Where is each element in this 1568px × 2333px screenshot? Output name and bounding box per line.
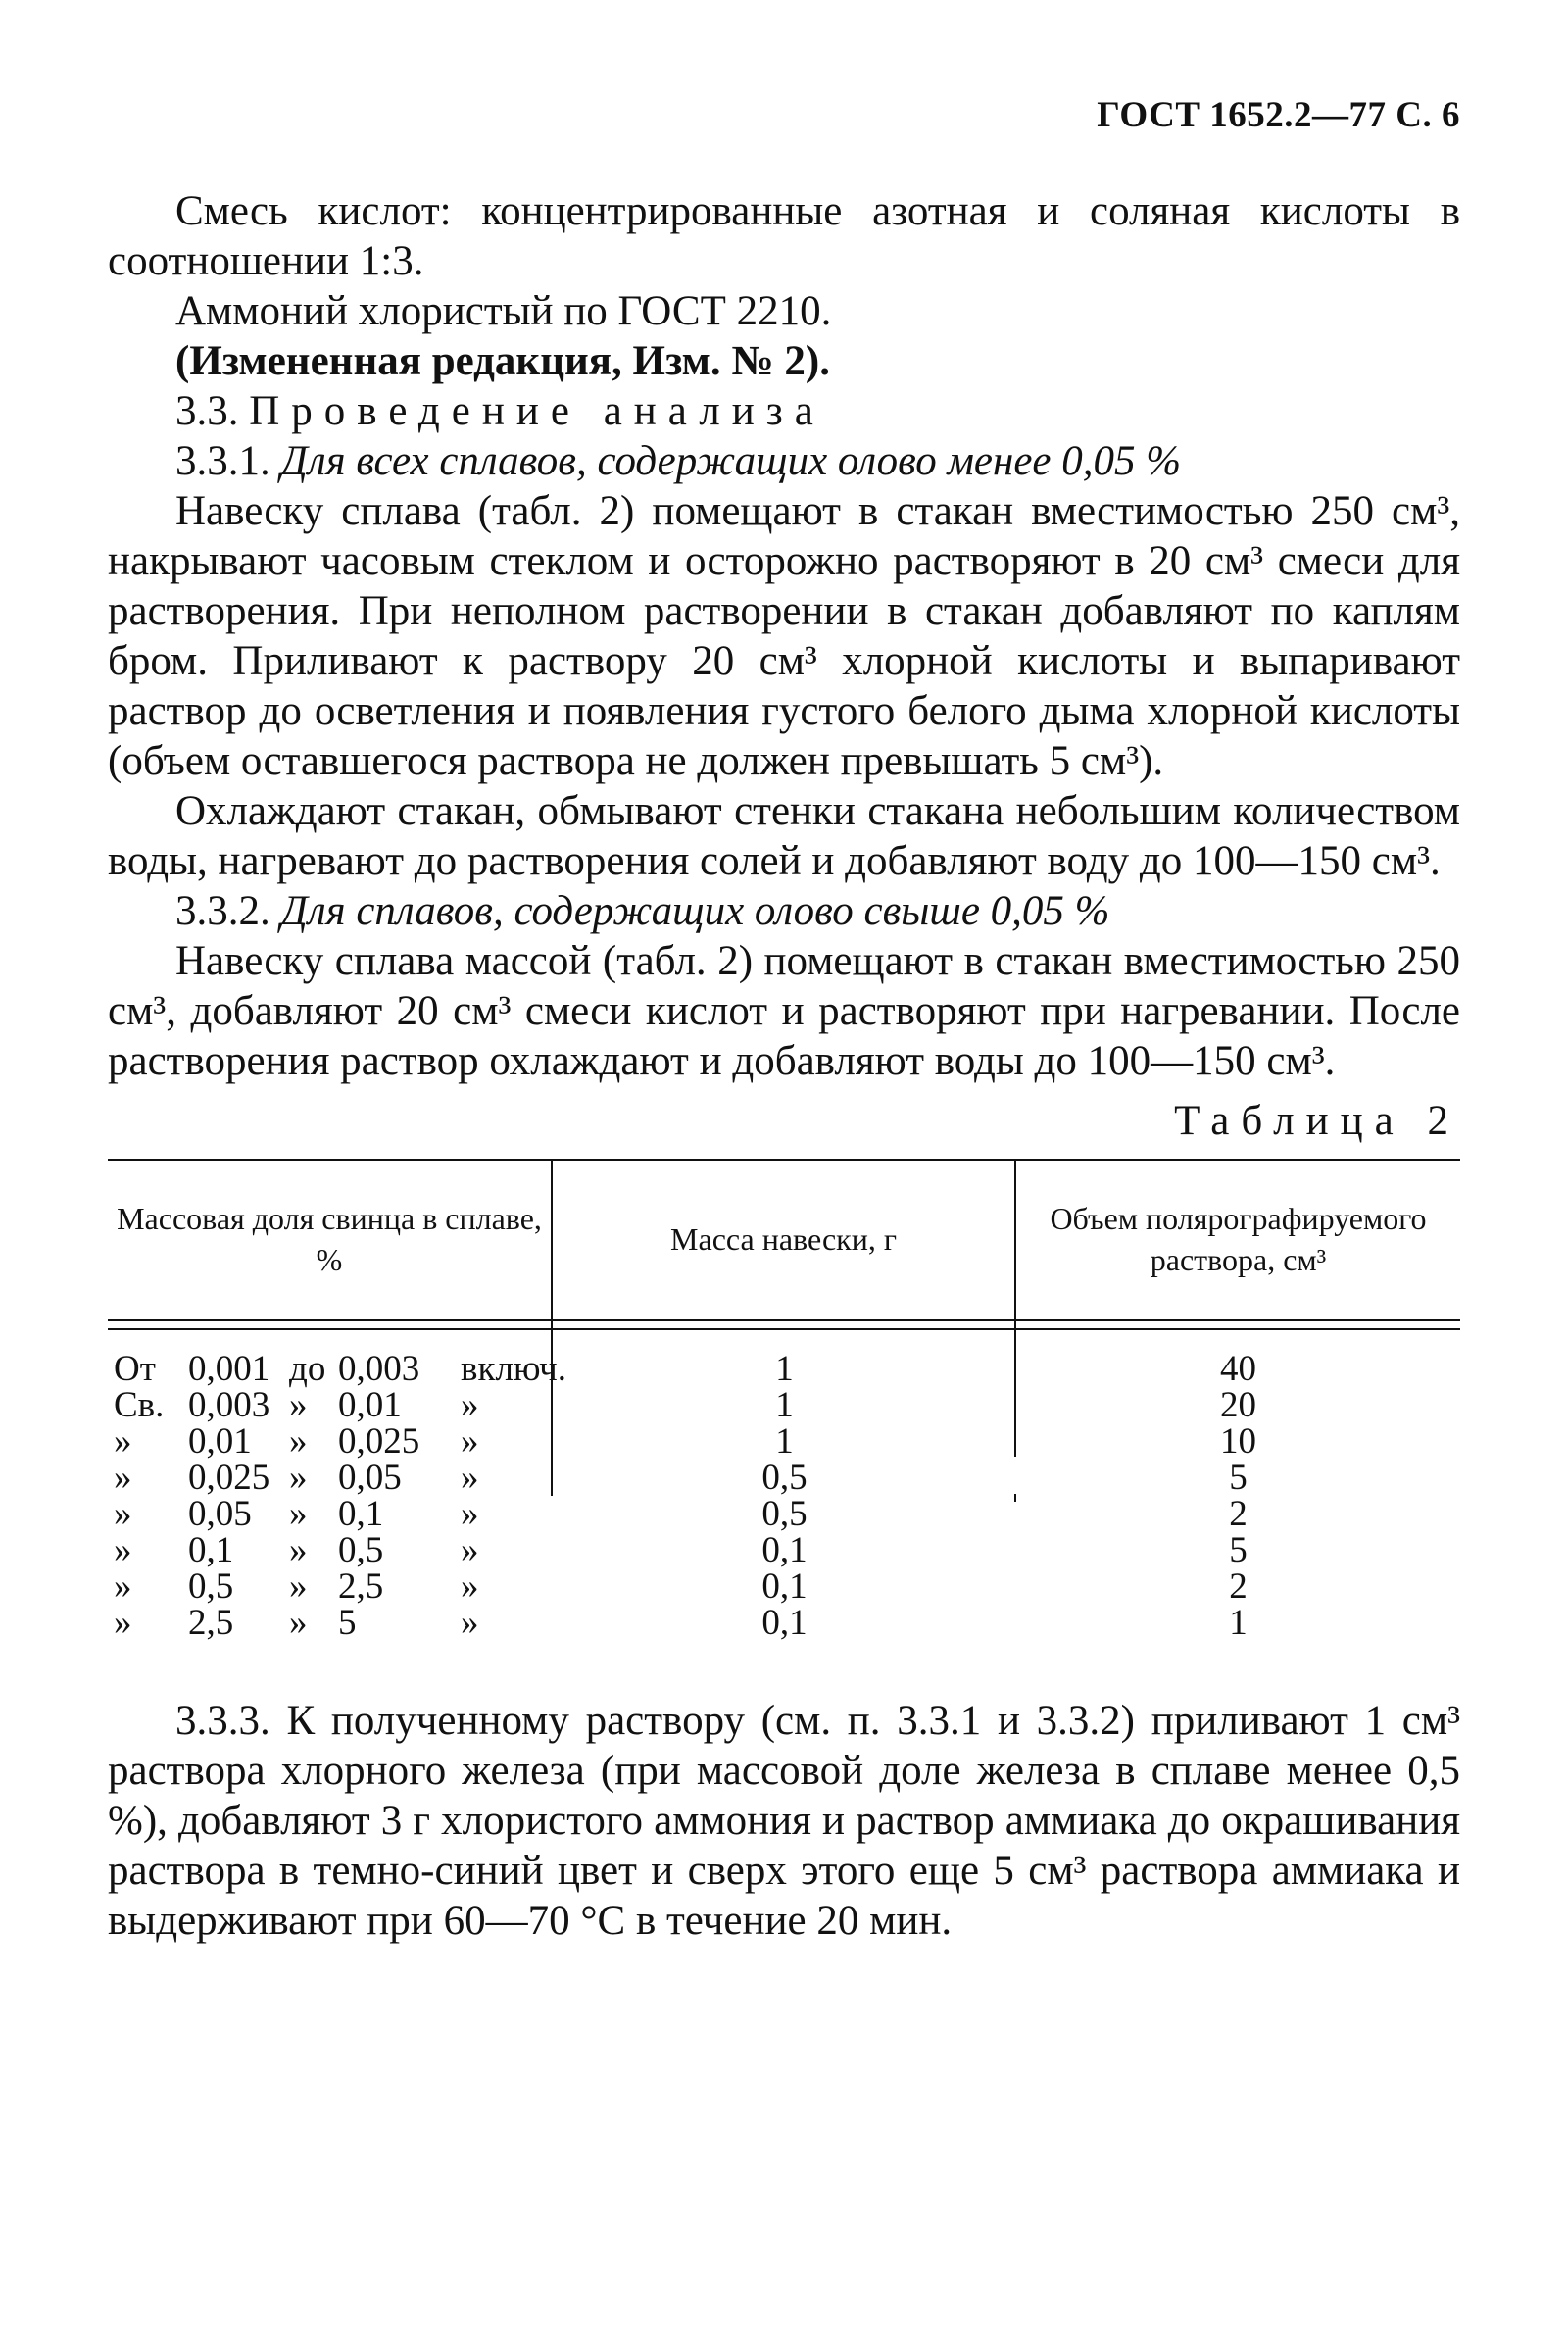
paragraph-3-3-3: 3.3.3. К полученному раствору (см. п. 3.3.1 и 3.3.2) приливают 1 см³ раствора хлорного железа (при массовой доле железа в сплаве менее 0,5 %), добавляют 3 г хлористого аммония и раствор аммиака до окрашивания раствора в темно-синий цвет и сверх этого еще 5 см³ раствора аммиака и выдерживают при 60—70 °С в течение 20 мин. xyxy=(108,1698,1460,1944)
sample-mass-cell: 1 xyxy=(775,1385,794,1425)
range-connector: » xyxy=(289,1458,308,1498)
range-prefix: От xyxy=(114,1349,156,1389)
range-to: 0,025 xyxy=(338,1421,420,1462)
sample-mass-cell: 0,5 xyxy=(761,1458,808,1498)
solution-volume-cell: 5 xyxy=(1229,1458,1248,1498)
lead-fraction-cell xyxy=(108,1349,567,1389)
range-to: 0,01 xyxy=(338,1385,402,1425)
document-body xyxy=(108,186,1460,1946)
solution-volume-cell: 40 xyxy=(1220,1349,1256,1389)
table-row xyxy=(108,1387,1460,1423)
range-prefix: » xyxy=(114,1566,132,1607)
section-title: Проведение анализа xyxy=(249,388,825,434)
range-from: 0,5 xyxy=(188,1566,234,1607)
range-to: 0,05 xyxy=(338,1458,402,1498)
range-from: 2,5 xyxy=(188,1603,234,1643)
column-header-lead-fraction: Массовая доля свинца в сплаве, % xyxy=(117,1201,542,1277)
range-connector: » xyxy=(289,1494,308,1534)
paragraph-3-3-1-cooling: Охлаждают стакан, обмывают стенки стакана небольшим количеством воды, нагревают до растворения солей и добавляют воду до 100—150 см³. xyxy=(108,788,1460,884)
range-connector: » xyxy=(289,1421,308,1462)
range-from: 0,1 xyxy=(188,1530,234,1570)
range-from: 0,01 xyxy=(188,1421,252,1462)
sample-mass-cell: 0,5 xyxy=(761,1494,808,1534)
solution-volume-cell: 10 xyxy=(1220,1421,1256,1462)
range-prefix: » xyxy=(114,1421,132,1462)
section-number: 3.3.2. xyxy=(175,888,270,934)
range-suffix: » xyxy=(461,1385,479,1425)
table-row xyxy=(108,1460,1460,1496)
range-suffix: » xyxy=(461,1566,479,1607)
range-connector: » xyxy=(289,1530,308,1570)
table-row xyxy=(108,1568,1460,1605)
table-2 xyxy=(108,1159,1460,1696)
lead-fraction-cell xyxy=(108,1532,553,1568)
paragraph-3-3-2: Навеску сплава массой (табл. 2) помещают в стакан вместимостью 250 см³, добавляют 20 см³ смеси кислот и растворяют при нагревании. После растворения раствор охлаждают и добавляют воды до 100—150 см³. xyxy=(108,938,1460,1084)
range-from: 0,001 xyxy=(188,1349,270,1389)
paragraph-3-3-1-dissolution: Навеску сплава (табл. 2) помещают в стакан вместимостью 250 см³, накрывают часовым стеклом и осторожно растворяют в 20 см³ смеси для растворения. При неполном растворении в стакан добавляют по каплям бром. Приливают к раствору 20 см³ хлорной кислоты и выпаривают раствор до осветления и появления густого белого дыма хлорной кислоты (объем оставшегося раствора не должен превышать 5 см³). xyxy=(108,488,1460,784)
table-row xyxy=(108,1496,1460,1532)
lead-fraction-cell xyxy=(108,1460,553,1496)
sample-mass-cell: 1 xyxy=(775,1421,794,1462)
paragraph-acid-mixture: Смесь кислот: концентрированные азотная и соляная кислоты в соотношении 1:3. xyxy=(108,188,1460,284)
solution-volume-cell: 20 xyxy=(1220,1385,1256,1425)
range-prefix: » xyxy=(114,1603,132,1643)
range-from: 0,05 xyxy=(188,1494,252,1534)
lead-fraction-cell xyxy=(108,1496,553,1532)
range-suffix: » xyxy=(461,1421,479,1462)
range-prefix: » xyxy=(114,1494,132,1534)
solution-volume-cell: 1 xyxy=(1229,1603,1248,1643)
range-suffix: » xyxy=(461,1458,479,1498)
lead-fraction-cell xyxy=(108,1568,553,1605)
amendment-note: (Измененная редакция, Изм. № 2). xyxy=(175,338,830,384)
range-prefix: Св. xyxy=(114,1385,165,1425)
table-row xyxy=(108,1532,1460,1568)
range-to: 5 xyxy=(338,1603,357,1643)
range-prefix: » xyxy=(114,1458,132,1498)
section-heading-3-3-1 xyxy=(108,436,1460,486)
solution-volume-cell: 2 xyxy=(1229,1566,1248,1607)
lead-fraction-cell xyxy=(108,1605,553,1641)
section-number: 3.3.1. xyxy=(175,438,270,484)
range-to: 0,003 xyxy=(338,1349,420,1389)
range-to: 0,1 xyxy=(338,1494,384,1534)
table-row xyxy=(108,1605,1460,1641)
range-from: 0,025 xyxy=(188,1458,270,1498)
section-title: Для сплавов, содержащих олово свыше 0,05 % xyxy=(280,888,1110,934)
range-prefix: » xyxy=(114,1530,132,1570)
column-header-solution-volume: Объем полярографируемого раствора, см³ xyxy=(1050,1201,1427,1277)
range-to: 2,5 xyxy=(338,1566,384,1607)
range-to: 0,5 xyxy=(338,1530,384,1570)
column-header-sample-mass: Масса навески, г xyxy=(670,1221,897,1257)
range-connector: до xyxy=(289,1349,326,1389)
sample-mass-cell: 0,1 xyxy=(761,1603,808,1643)
section-heading-3-3 xyxy=(108,386,1460,436)
range-connector: » xyxy=(289,1385,308,1425)
section-number: 3.3. xyxy=(175,388,239,434)
header-rule-double xyxy=(108,1328,1460,1330)
section-heading-3-3-2 xyxy=(108,886,1460,936)
page-header: ГОСТ 1652.2—77 С. 6 xyxy=(1097,95,1460,135)
sample-mass-cell: 0,1 xyxy=(761,1566,808,1607)
solution-volume-cell: 5 xyxy=(1229,1530,1248,1570)
table-row xyxy=(108,1351,1460,1387)
table-body xyxy=(108,1351,1460,1641)
lead-fraction-cell xyxy=(108,1387,553,1423)
table-caption: Таблица 2 xyxy=(1174,1098,1460,1144)
solution-volume-cell: 2 xyxy=(1229,1494,1248,1534)
sample-mass-cell: 0,1 xyxy=(761,1530,808,1570)
range-suffix: включ. xyxy=(461,1349,567,1389)
table-row xyxy=(108,1423,1460,1460)
paragraph-ammonium-chloride: Аммоний хлористый по ГОСТ 2210. xyxy=(175,288,832,334)
range-connector: » xyxy=(289,1566,308,1607)
range-connector: » xyxy=(289,1603,308,1643)
sample-mass-cell: 1 xyxy=(775,1349,794,1389)
range-from: 0,003 xyxy=(188,1385,270,1425)
range-suffix: » xyxy=(461,1603,479,1643)
range-suffix: » xyxy=(461,1530,479,1570)
lead-fraction-cell xyxy=(108,1423,553,1460)
header-rule xyxy=(108,1319,1460,1321)
section-title: Для всех сплавов, содержащих олово менее 0,05 % xyxy=(280,438,1182,484)
range-suffix: » xyxy=(461,1494,479,1534)
